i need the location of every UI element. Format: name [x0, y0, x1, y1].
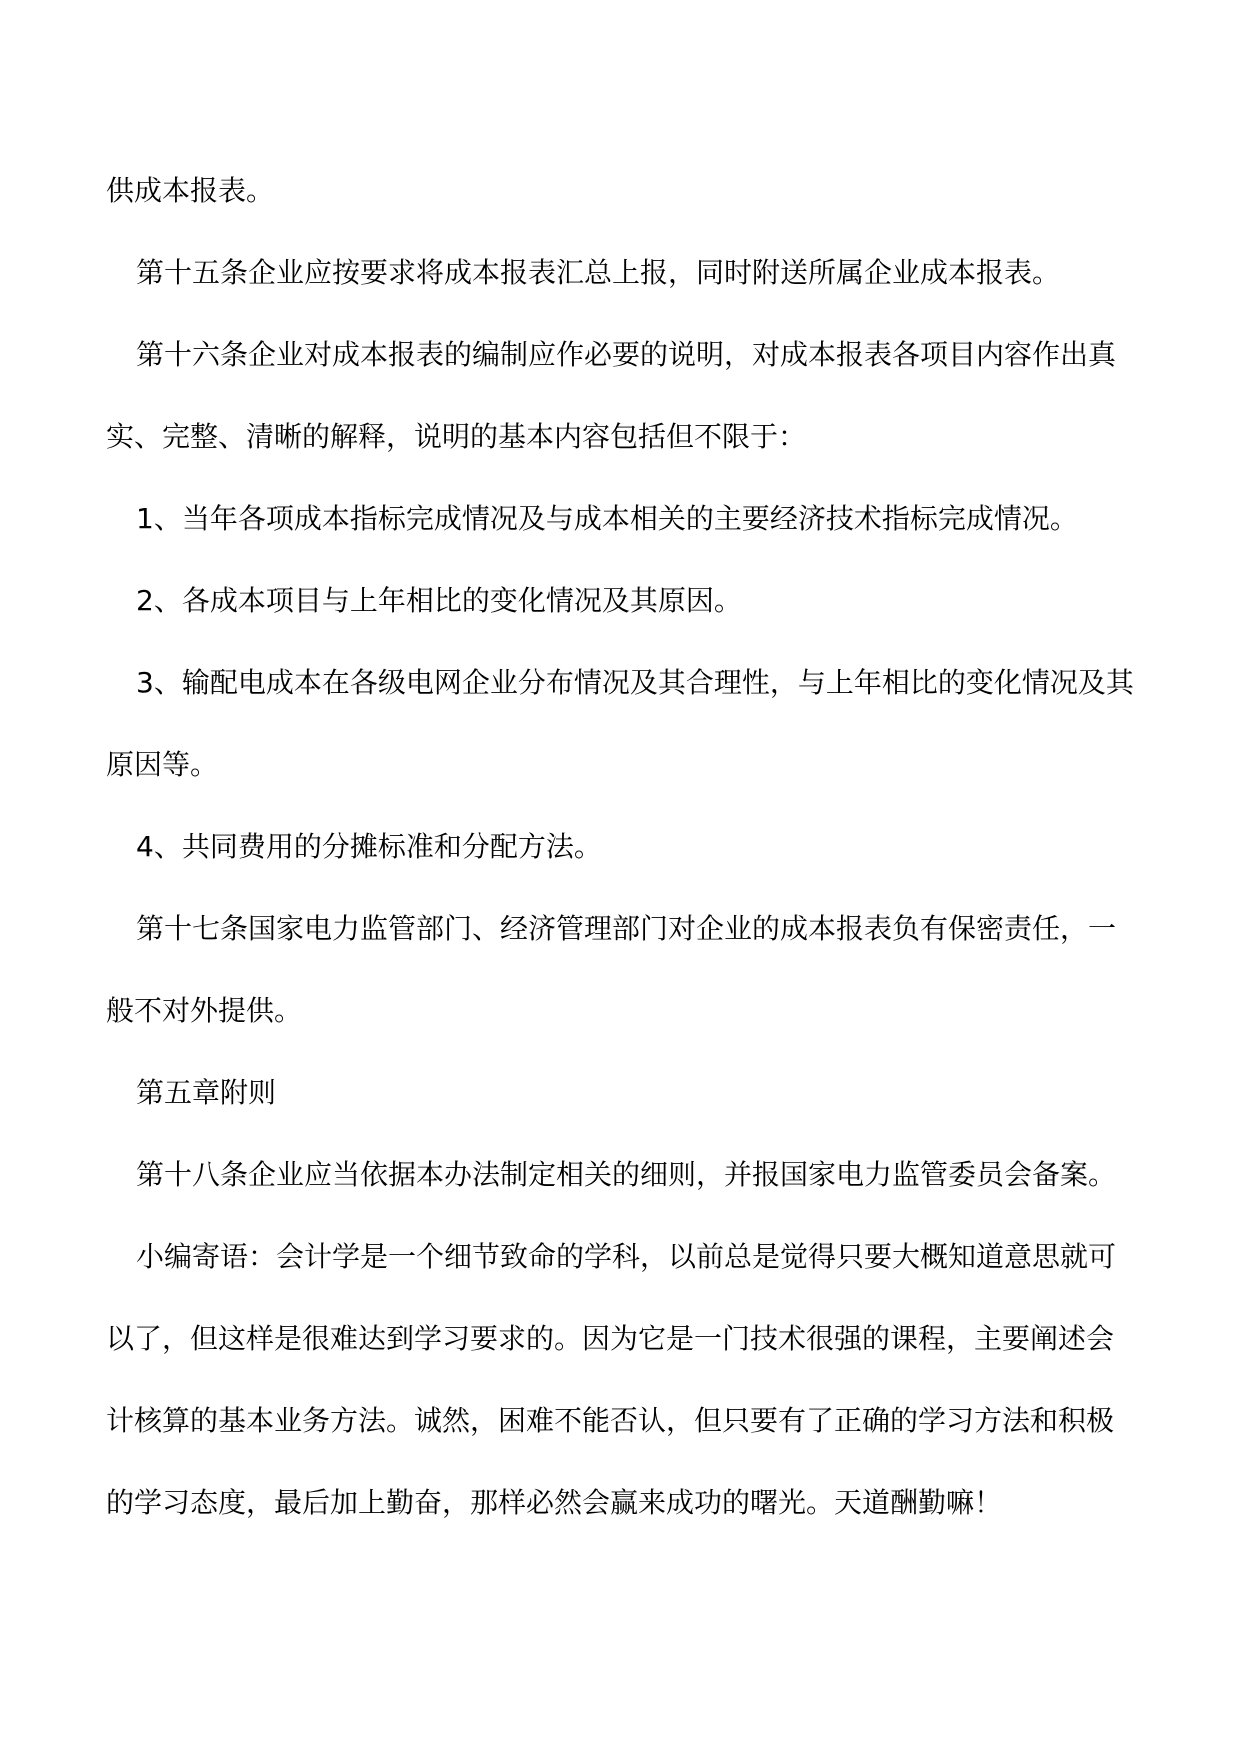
paragraph-article-18: 第十八条企业应当依据本办法制定相关的细则，并报国家电力监管委员会备案。	[136, 1158, 1117, 1191]
paragraph-article-17: 第十七条国家电力监管部门、经济管理部门对企业的成本报表负有保密责任，一般不对外提供。	[106, 912, 1117, 1027]
list-item-1: 1、当年各项成本指标完成情况及与成本相关的主要经济技术指标完成情况。	[136, 502, 1078, 535]
list-item-2: 2、各成本项目与上年相比的变化情况及其原因。	[136, 584, 742, 617]
paragraph-article-16: 第十六条企业对成本报表的编制应作必要的说明，对成本报表各项目内容作出真实、完整、清晰的解释，说明的基本内容包括但不限于：	[106, 338, 1117, 453]
list-item-3: 3、输配电成本在各级电网企业分布情况及其合理性，与上年相比的变化情况及其原因等。	[106, 666, 1134, 781]
list-item-4: 4、共同费用的分摊标准和分配方法。	[136, 830, 602, 863]
document-body	[106, 150, 1136, 1544]
chapter-heading: 第五章附则	[136, 1076, 277, 1109]
editor-note: 小编寄语：会计学是一个细节致命的学科，以前总是觉得只要大概知道意思就可以了，但这样是很难达到学习要求的。因为它是一门技术很强的课程，主要阐述会计核算的基本业务方法。诚然，困难不能否认，但只要有了正确的学习方法和积极的学习态度，最后加上勤奋，那样必然会赢来成功的曙光。天道酬勤嘛！	[106, 1240, 1117, 1519]
paragraph-continuation: 供成本报表。	[106, 174, 275, 207]
paragraph-article-15: 第十五条企业应按要求将成本报表汇总上报，同时附送所属企业成本报表。	[136, 256, 1061, 289]
